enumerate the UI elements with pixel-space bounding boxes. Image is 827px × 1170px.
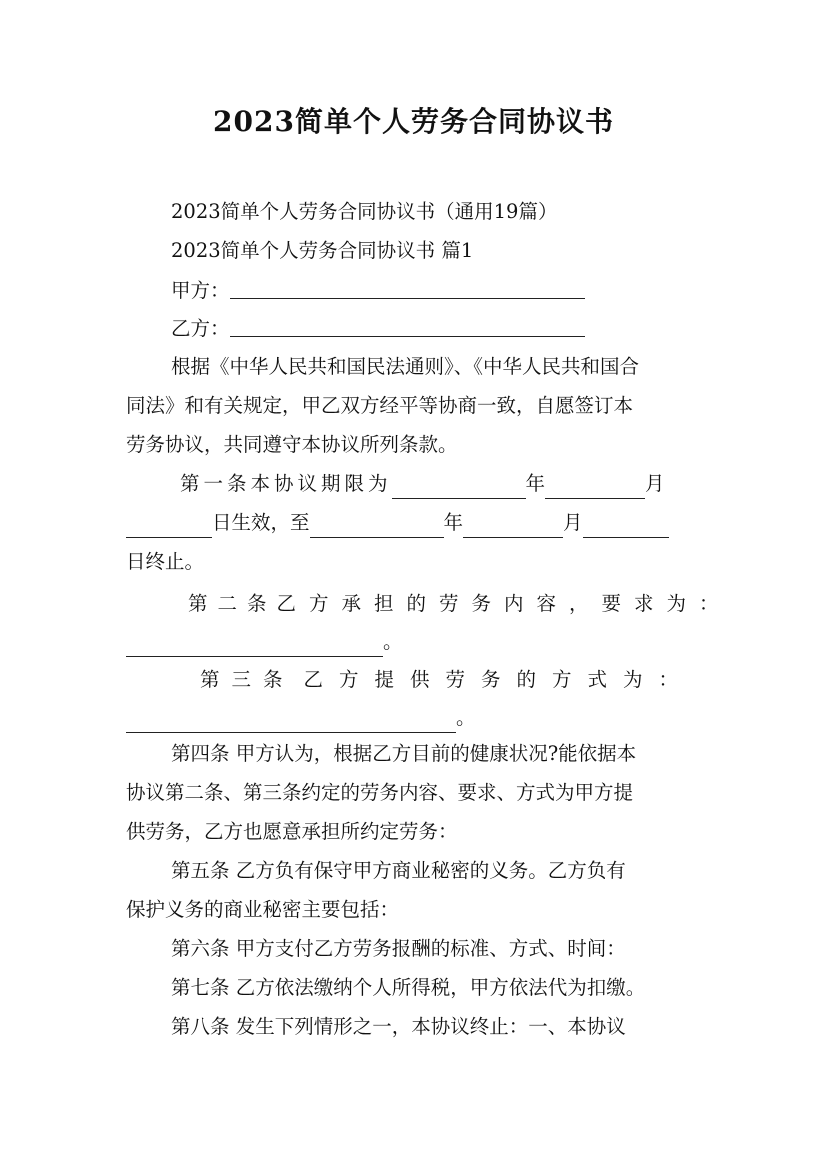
article-1-year2-blank bbox=[310, 517, 444, 538]
article-2-line-2 bbox=[126, 627, 706, 657]
party-a-line bbox=[171, 276, 706, 306]
article-1-year-label: 年 bbox=[525, 472, 546, 495]
party-a-blank bbox=[230, 278, 585, 299]
intro-line-2: 同法》和有关规定，甲乙双方经平等协商一致，自愿签订本 bbox=[126, 394, 634, 417]
article-7-line: 第七条 乙方依法缴纳个人所得税，甲方依法代为扣缴。 bbox=[171, 976, 646, 999]
article-6-line: 第六条 甲方支付乙方劳务报酬的标准、方式、时间： bbox=[171, 937, 626, 960]
subtitle: 2023简单个人劳务合同协议书（通用19篇） bbox=[171, 200, 558, 223]
article-2-label: 第二条 bbox=[188, 592, 277, 615]
article-3-blank bbox=[126, 712, 456, 733]
article-2-blank bbox=[126, 636, 383, 657]
article-3-label: 第三条 bbox=[200, 668, 295, 691]
article-2-text: 乙方承担的劳务内容，要求为： bbox=[276, 592, 732, 615]
article-1-year-blank bbox=[392, 478, 526, 499]
article-1-effective: 日生效，至 bbox=[212, 511, 310, 534]
article-3-text: 乙方提供劳务的方式为： bbox=[303, 668, 694, 691]
document-title: 2023简单个人劳务合同协议书 bbox=[213, 105, 614, 138]
party-b-blank bbox=[230, 316, 585, 337]
article-3-line-2 bbox=[126, 703, 706, 733]
article-5-line-2: 保护义务的商业秘密主要包括： bbox=[126, 898, 400, 921]
article-1-prefix: 第一条本协议期限为 bbox=[180, 472, 392, 495]
article-1-month2-blank bbox=[463, 517, 563, 538]
article-1-line-3: 日终止。 bbox=[126, 550, 205, 573]
article-2-end: 。 bbox=[383, 630, 403, 653]
article-1-line-2 bbox=[126, 508, 706, 538]
party-a-label: 甲方： bbox=[171, 279, 230, 302]
article-1-month2-label: 月 bbox=[563, 511, 583, 534]
article-2-line-1 bbox=[188, 589, 732, 619]
article-1-line-1 bbox=[180, 469, 700, 499]
article-1-month-blank bbox=[545, 478, 645, 499]
intro-line-3: 劳务协议，共同遵守本协议所列条款。 bbox=[126, 433, 458, 456]
article-3-end: 。 bbox=[456, 706, 476, 729]
article-4-line-3: 供劳务，乙方也愿意承担所约定劳务： bbox=[126, 820, 458, 843]
intro-line-1: 根据《中华人民共和国民法通则》、《中华人民共和国合 bbox=[171, 355, 640, 378]
party-b-label: 乙方： bbox=[171, 317, 230, 340]
article-1-day-blank bbox=[126, 517, 212, 538]
article-1-year2-label: 年 bbox=[443, 511, 464, 534]
article-3-line-1 bbox=[200, 665, 694, 695]
article-1-month-label: 月 bbox=[645, 472, 665, 495]
article-8-line: 第八条 发生下列情形之一，本协议终止：一、本协议 bbox=[171, 1015, 626, 1038]
article-1-day2-blank bbox=[583, 517, 669, 538]
article-4-line-1: 第四条 甲方认为，根据乙方目前的健康状况?能依据本 bbox=[171, 742, 637, 765]
section-heading: 2023简单个人劳务合同协议书 篇1 bbox=[171, 239, 474, 262]
party-b-line bbox=[171, 314, 706, 344]
article-4-line-2: 协议第二条、第三条约定的劳务内容、要求、方式为甲方提 bbox=[126, 781, 634, 804]
article-5-line-1: 第五条 乙方负有保守甲方商业秘密的义务。乙方负有 bbox=[171, 859, 626, 882]
